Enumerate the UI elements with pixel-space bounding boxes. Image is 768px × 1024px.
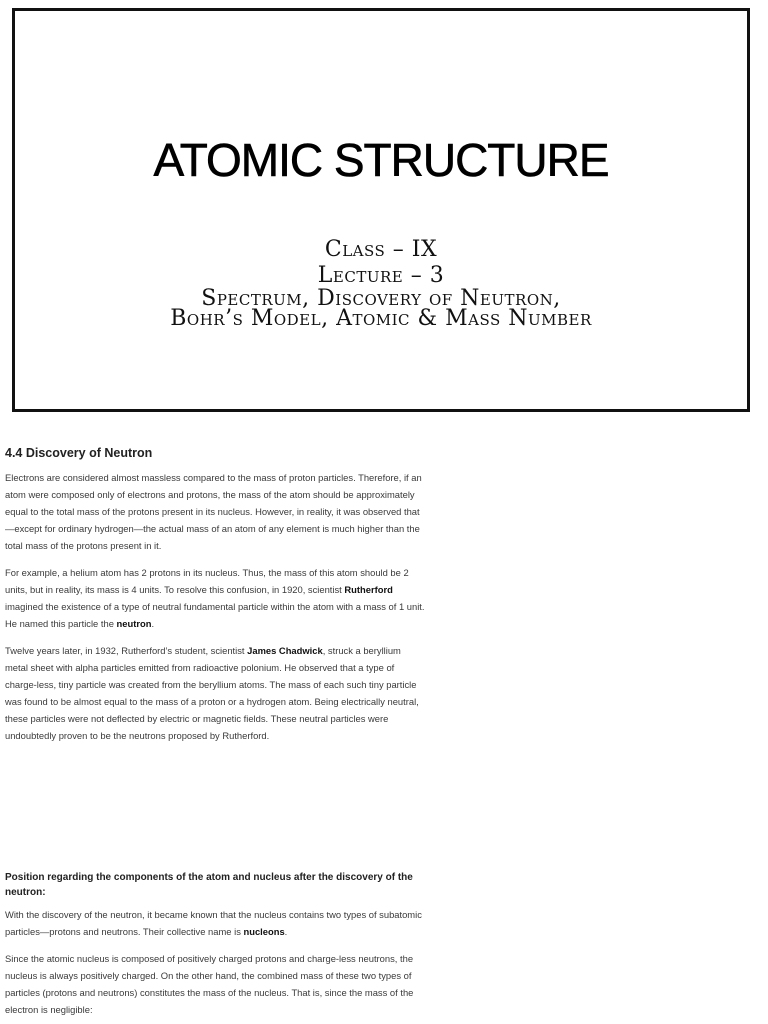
rutherford-term: Rutherford (344, 584, 393, 595)
chadwick-term: James Chadwick (247, 645, 323, 656)
slide-title: ATOMIC STRUCTURE (153, 134, 609, 186)
neutron-section (5, 446, 425, 754)
paragraph-3 (5, 642, 425, 744)
paragraph-2-text-a: For example, a helium atom has 2 protons in its nucleus. Thus, the mass of this atom should be 2 units, but in reality, its mass is 4 units. To resolve this confusion, in 1920, scientist (5, 567, 409, 595)
title-slide (12, 8, 750, 412)
lecture-line: Lecture – 3 (317, 263, 445, 288)
paragraph-3-text-a: Twelve years later, in 1932, Rutherford’s student, scientist (5, 645, 248, 656)
class-line: Class – IX (324, 237, 438, 262)
nucleons-term: nucleons (243, 926, 285, 937)
section-heading: 4.4 Discovery of Neutron (5, 446, 153, 460)
position-heading: Position regarding the components of the atom and nucleus after the discovery of the neutron: (5, 872, 413, 898)
paragraph-3-text-c: , struck a beryllium metal sheet with alpha particles emitted from radioactive polonium. He observed that a type of charge-less, tiny particle was created from the beryllium atoms. The mass of each such tiny particle was found to be almost equal to the mass of a proton or a hydrogen atom. Being electrically neutral, these particles were not deflected by electric or magnetic fields. These neutral particles were undoubtedly proven to be the neutrons proposed by Rutherford. (5, 645, 419, 741)
position-paragraph-1-text-a: With the discovery of the neutron, it became known that the nucleus contains two types of subatomic particles—protons and neutrons. Their collective name is (5, 909, 422, 937)
position-paragraph-1 (5, 906, 425, 940)
topics-line-1: Spectrum, Discovery of Neutron, (201, 286, 561, 311)
paragraph-2-text-c: imagined the existence of a type of neutral fundamental particle within the atom with a mass of 1 unit. He named this particle the (5, 601, 425, 629)
position-paragraph-2: Since the atomic nucleus is composed of positively charged protons and charge-less neutrons, the nucleus is always positively charged. On the other hand, the combined mass of these two types of particles (protons and neutrons) constitutes the mass of the nucleus. That is, since the mass of the electron is negligible: (5, 953, 414, 1015)
position-section (5, 870, 425, 1024)
neutron-term: neutron (116, 618, 152, 629)
slide-subtitle (15, 237, 747, 329)
position-paragraph-1-text-c: . (284, 926, 288, 937)
topics-line-2: Bohr’s Model, Atomic & Mass Number (170, 306, 592, 331)
paragraph-1: Electrons are considered almost massless compared to the mass of proton particles. Therefore, if an atom were composed only of electrons and protons, the mass of the atom should be approximately equal to the total mass of the protons present in its nucleus. However, in reality, it was observed that—except for ordinary hydrogen—the actual mass of an atom of any element is much higher than the total mass of the protons present in it. (5, 472, 422, 551)
paragraph-2 (5, 564, 425, 632)
paragraph-2-text-e: . (151, 618, 155, 629)
